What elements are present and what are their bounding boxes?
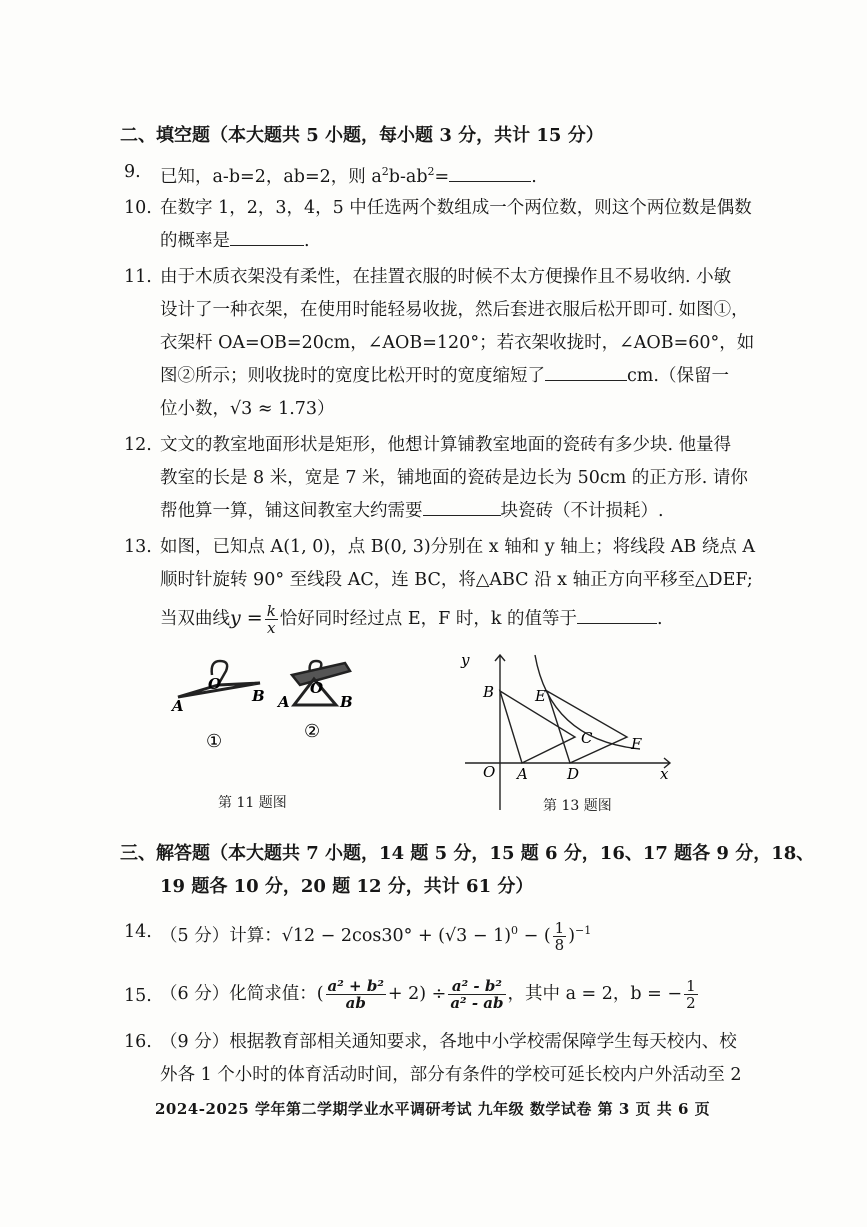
fig11-label-A2: A [278,693,290,711]
q14-exp: −1 [575,924,592,937]
q15-f2-num: a² - b² [448,978,505,995]
q9-number: 9. [124,162,141,182]
fig13-label-F: F [631,735,642,753]
q15-tail: ，其中 a = 2，b = − [507,984,683,1004]
q11-number: 11. [124,267,152,287]
q15-f3-den: 2 [686,994,696,1012]
q13-answer-blank[interactable] [577,607,657,624]
fig13-label-E: E [535,687,546,705]
q14-fraction [553,920,567,953]
q13-fraction [265,603,278,636]
q14-frac-num: 1 [554,918,565,937]
q9-text-c: = [434,166,450,187]
q14-text: （5 分）计算： [160,925,282,946]
section-2-heading: 二、填空题（本大题共 5 小题，每小题 3 分，共计 15 分） [120,125,604,146]
fig11-label-circle2: ② [304,721,321,742]
q13-frac-num: k [266,602,276,620]
q12-answer-blank[interactable] [423,499,501,516]
fig13-label-B: B [483,683,495,701]
q11-line4b: cm.（保留一 [627,366,729,386]
q12-line1: 文文的教室地面形状是矩形，他想计算铺教室地面的瓷砖有多少块. 他量得 [160,435,732,455]
q10-line2-text: 的概率是 [160,231,230,251]
q15-f1-num: a² + b² [327,977,384,995]
q14-expr-c: ) [568,925,576,946]
q15-f2-den: a² - ab [450,994,504,1012]
q13-y-equals: y = [230,607,263,629]
fig11-label-O1: O [208,675,222,693]
q13-line3b: 恰好同时经过点 E，F 时，k 的值等于 [279,609,578,629]
q11-line1: 由于木质衣架没有柔性，在挂置衣服的时候不太方便操作且不易收纳. 小敏 [160,267,732,287]
q10-line2 [160,229,310,253]
fig13-caption: 第 13 题图 [543,798,612,814]
q12-line3 [160,499,664,523]
q15-mid: + 2) ÷ [387,984,447,1004]
q11-line4a: 图②所示；则收拢时的宽度比松开时的宽度缩短了 [160,366,545,386]
q11-line4 [160,364,729,388]
fig11-caption: 第 11 题图 [218,795,287,811]
q9-text [160,160,537,189]
q12-line3b: 块瓷砖（不计损耗）. [500,501,664,521]
q9-answer-blank[interactable] [449,165,531,182]
fig11-label-A1: A [172,697,184,715]
q9-sup2: 2 [427,165,435,178]
q13-line3 [160,600,663,637]
fig13-label-D: D [567,765,580,783]
q15-f1-den: ab [345,994,366,1012]
q14-frac-den: 8 [554,935,565,954]
q11-line3: 衣架杆 OA=OB=20cm，∠AOB=120°；若衣架收拢时，∠AOB=60°，如 [160,333,755,353]
q9-text-b: b-ab [388,166,428,187]
q10-number: 10. [124,198,152,218]
q14-exp0: 0 [511,924,519,937]
q11-line5: 位小数，√3 ≈ 1.73） [160,399,335,419]
q11-answer-blank[interactable] [545,364,627,381]
fig13-label-A: A [517,765,528,783]
q12-number: 12. [124,435,152,455]
q14-line [160,912,591,955]
q15-fraction-3 [684,978,698,1011]
fig13-label-C: C [581,729,593,747]
page-footer: 2024-2025 学年第二学期学业水平调研考试 九年级 数学试卷 第 3 页 共 6 页 [155,1100,711,1118]
q10-answer-blank[interactable] [230,229,304,246]
q9-text-a: 已知，a-b=2，ab=2，则 a [160,166,382,187]
fig11-label-B2: B [340,693,353,711]
q15-fraction-1 [326,978,386,1011]
q13-line3a: 当双曲线 [160,609,230,629]
q13-line1: 如图，已知点 A(1, 0)，点 B(0, 3)分别在 x 轴和 y 轴上；将线段 AB 绕点 A [160,537,756,557]
fig11-label-O2: O [310,679,324,697]
q12-line2: 教室的长是 8 米，宽是 7 米，铺地面的瓷砖是边长为 50cm 的正方形. 请你 [160,468,748,488]
q16-line2: 外各 1 个小时的体育活动时间，部分有条件的学校可延长校内户外活动至 2 [160,1065,742,1085]
q11-line2: 设计了一种衣架，在使用时能轻易收拢，然后套进衣服后松开即可. 如图①， [160,300,749,320]
q12-line3a: 帮他算一算，铺这间教室大约需要 [160,501,423,521]
fig13-label-y: y [461,651,470,669]
q9-end: . [531,166,537,187]
q15-line [160,970,700,1018]
q14-expr-b: − ( [518,925,551,946]
q14-number: 14. [124,922,152,942]
figure-11 [160,645,370,765]
q16-number: 16. [124,1032,152,1052]
figure-13 [455,645,685,815]
q15-fraction-2 [448,978,505,1011]
q14-expr-a: √12 − 2cos30° + (√3 − 1) [281,925,512,946]
fig13-label-O: O [483,763,496,781]
q10-end: . [304,231,310,251]
q16-line1: （9 分）根据教育部相关通知要求，各地中小学校需保障学生每天校内、校 [160,1032,737,1052]
q15-f3-num: 1 [686,977,696,995]
q10-line1: 在数字 1，2，3，4，5 中任选两个数组成一个两位数，则这个两位数是偶数 [160,198,752,218]
q13-frac-den: x [267,619,276,637]
triangle-DEF [547,691,627,763]
fig11-label-B1: B [252,687,265,705]
q15-number: 15. [124,986,152,1006]
q9-sup: 2 [381,165,389,178]
section-3-heading-line2: 19 题各 10 分，20 题 12 分，共计 61 分） [160,876,534,897]
fig13-label-x: x [660,765,669,783]
fig11-label-circle1: ① [206,731,223,752]
q13-end: . [657,609,663,629]
q13-line2: 顺时针旋转 90° 至线段 AC，连 BC，将△ABC 沿 x 轴正方向平移至△DEF; [160,570,753,590]
q13-number: 13. [124,537,152,557]
section-3-heading-line1: 三、解答题（本大题共 7 小题，14 题 5 分，15 题 6 分，16、17 题各 9 分，18、 [120,843,815,864]
q15-text: （6 分）化简求值：( [160,984,324,1004]
